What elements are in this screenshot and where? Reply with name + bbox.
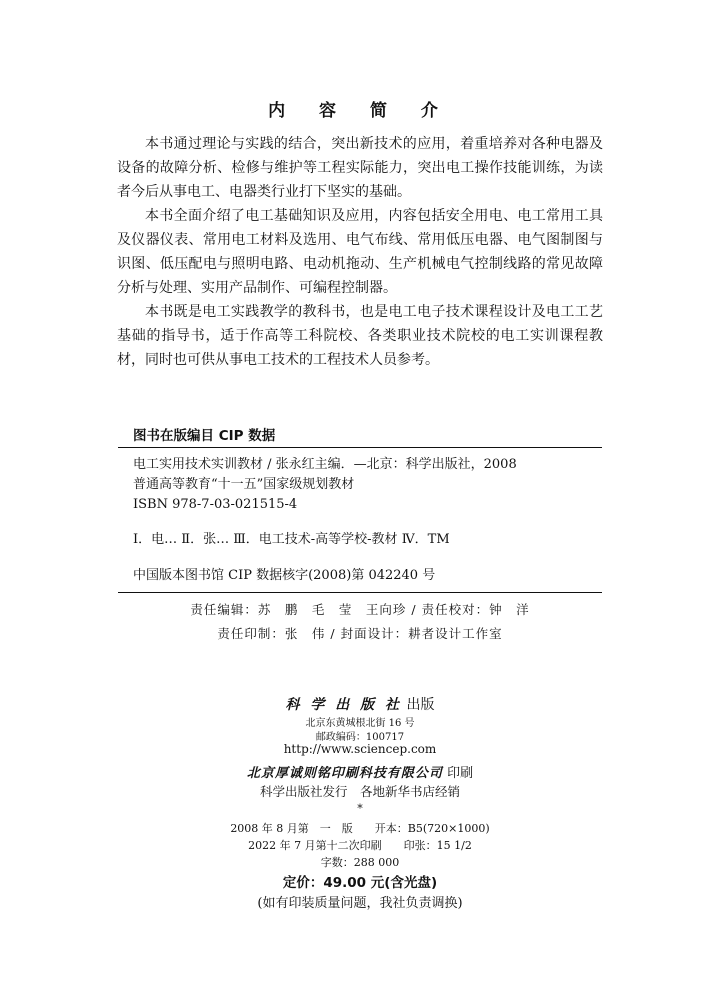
editor-credits: 责任编辑：苏 鹏 毛 莹 王向珍 / 责任校对：钟 洋 [190,602,530,617]
cip-classification: Ⅰ．电… Ⅱ．张… Ⅲ．电工技术-高等学校-教材 Ⅳ．TM [133,532,450,547]
description-paragraph: 本书既是电工实践教学的教科书，也是电工电子技术课程设计及电工工艺基础的指导书，适于作高等工科院校、各类职业技术院校的电工实训课程教材，同时也可供从事电工技术的工程技术人员参考。 [117,304,603,368]
publisher-url: http://www.sciencep.com [283,742,437,756]
cip-bottom-rule [118,592,602,593]
publisher-address: 北京东黄城根北街 16 号 [305,718,415,729]
publisher-line [0,694,720,714]
description-paragraph: 本书全面介绍了电工基础知识及应用，内容包括安全用电、电工常用工具及仪器仪表、常用电工材料及选用、电气布线、常用低压电器、电气图制图与识图、低压配电与照明电路、电动机拖动、生产机械电气控制线路的常见故障分析与处理、实用产品制作、可编程控制器。 [117,208,603,296]
word-count: 字数：288 000 [320,856,400,869]
printer-line [0,762,720,781]
cip-approval: 中国版本图书馆 CIP 数据核字(2008)第 042240 号 [133,568,436,583]
publisher-suffix: 出版 [406,697,435,713]
printing-line: 2022 年 7 月第十二次印刷 印张：15 1/2 [248,839,472,852]
quality-notice: (如有印装质量问题，我社负责调换) [257,896,463,911]
printer-name: 北京厚诚则铭印刷科技有限公司 [246,766,443,781]
production-credits: 责任印制：张 伟 / 封面设计：耕者设计工作室 [217,626,503,641]
cip-top-rule [118,447,602,448]
separator-asterisk: * [357,802,363,815]
publisher-postcode: 邮政编码：100717 [315,732,405,743]
description-paragraph: 本书通过理论与实践的结合，突出新技术的应用，着重培养对各种电器及设备的故障分析、检修与维护等工程实际能力，突出电工操作技能训练，为读者今后从事电工、电器类行业打下坚实的基础。 [117,136,603,200]
edition-line: 2008 年 8 月第 一 版 开本：B5(720×1000) [230,822,490,835]
cip-heading: 图书在版编目 CIP 数据 [133,428,276,444]
page-title: 内 容 简 介 [268,101,452,121]
book-description [117,132,603,372]
cip-title-line: 电工实用技术实训教材 / 张永红主编．—北京：科学出版社，2008 [133,457,517,472]
price: 定价：49.00 元(含光盘) [282,875,438,891]
publisher-name: 科 学 出 版 社 [285,697,403,713]
printer-suffix: 印刷 [447,766,474,781]
cip-series-line: 普通高等教育“十一五”国家级规划教材 [133,477,355,492]
cip-isbn: ISBN 978-7-03-021515-4 [133,497,298,512]
distribution-line: 科学出版社发行 各地新华书店经销 [259,784,460,799]
